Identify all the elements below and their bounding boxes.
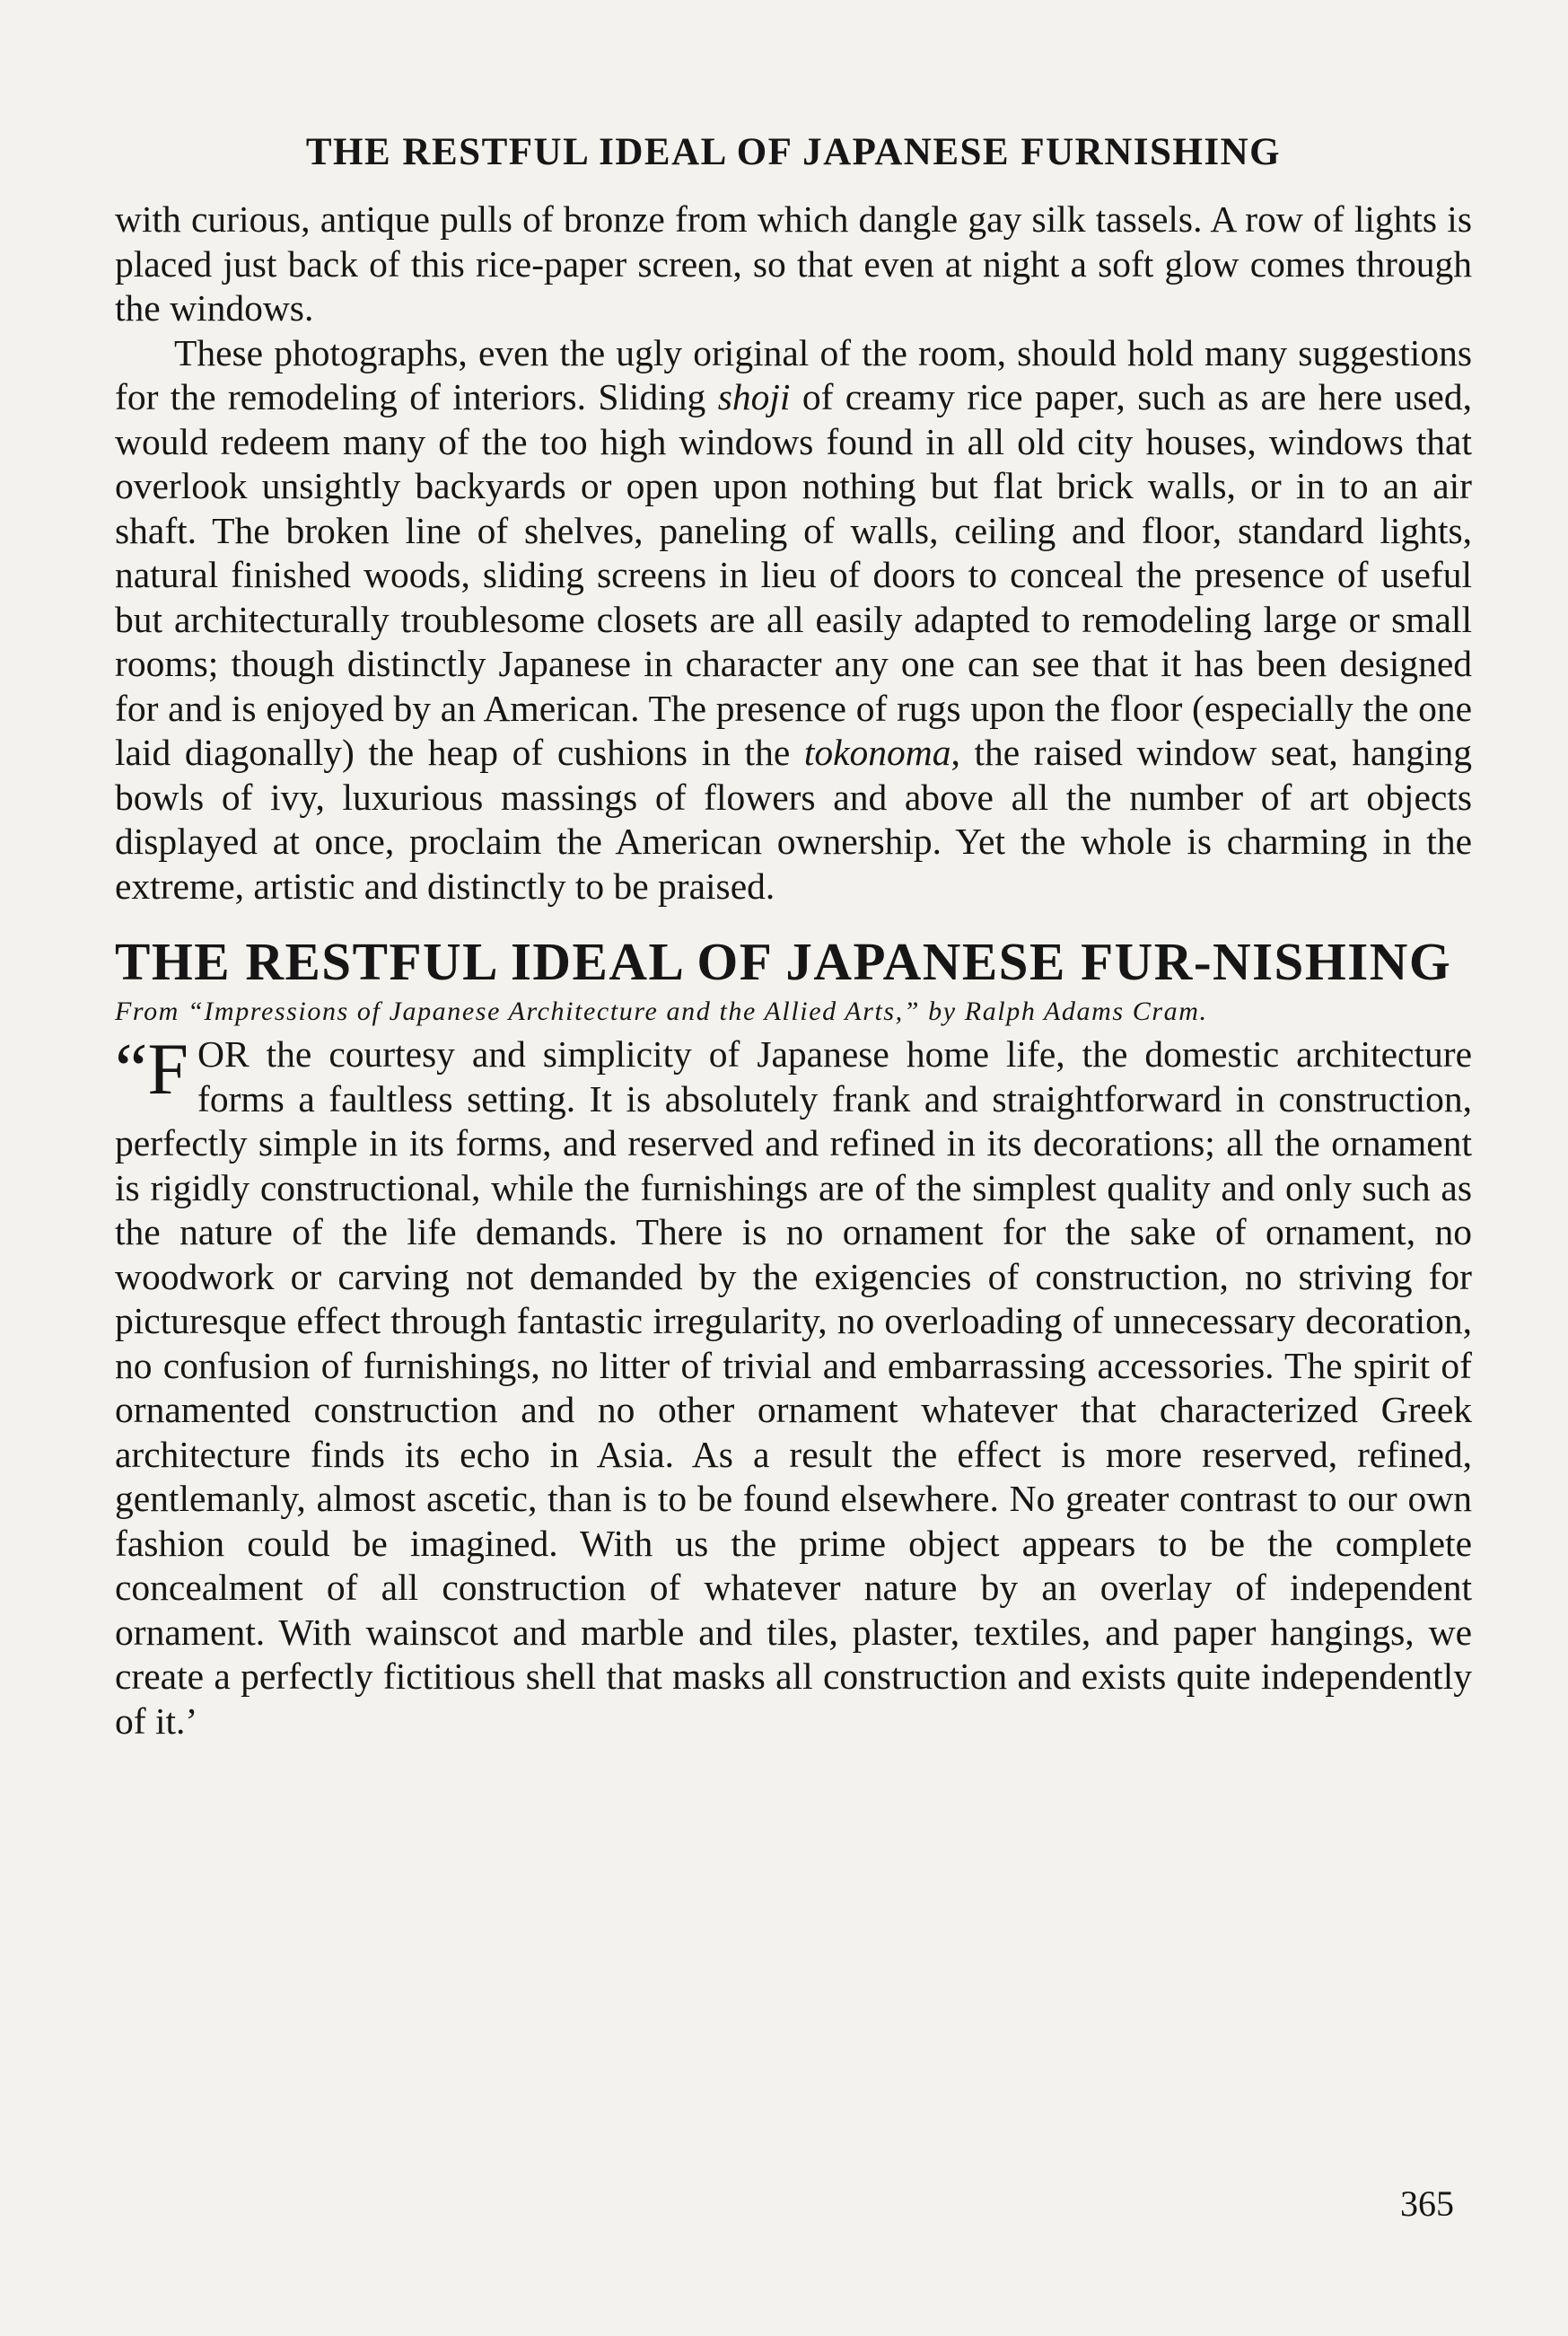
paragraph-photographs [115,331,1472,909]
italic-term-tokonoma: tokonoma [803,732,951,773]
paragraph-text: These photographs, even the ugly original of the room, should hold many suggestions for the remodeling of interiors. Sliding [115,331,1472,417]
quoted-passage [115,1028,1472,1743]
paragraph-text: , the raised window seat, hanging bowls of ivy, luxurious massings of flowers and above all the number of art objects displayed at once, proclaim the American ownership. Yet the whole is charming in the extreme, artistic and distinctly to be praised. [115,732,1472,907]
running-head: THE RESTFUL IDEAL OF JAPANESE FURNISHING [305,131,1282,173]
page-number: 365 [1400,2183,1454,2224]
section-title: THE RESTFUL IDEAL OF JAPANESE FUR-NISHING [115,932,1452,991]
paragraph-continued: with curious, antique pulls of bronze from which dangle gay silk tassels. A row of lights is placed just back of this rice-paper screen, so that even at night a soft glow comes through the windows. [115,198,1472,329]
source-attribution: From “Impressions of Japanese Architecture and the Allied Arts,” by Ralph Adams Cram. [115,997,1208,1026]
page-content [115,126,1472,1743]
quote-text: OR the courtesy and simplicity of Japanese home life, the domestic architecture forms a faultless setting. It is absolutely frank and straightforward in construction, perfectly simple in its forms, and reserved and refined in its decorations; all the ornament is rigidly constructional, while the furnishings are of the simplest quality and only such as the nature of the life demands. There is no ornament for the sake of ornament, no woodwork or carving not demanded by the exigencies of construction, no striving for picturesque effect through fantastic irregularity, no overloading of unnecessary decoration, no confusion of furnishings, no litter of trivial and embarrassing accessories. The spirit of ornamented construction and no other ornament whatever that characterized Greek architecture finds its echo in Asia. As a result the effect is more reserved, refined, gentlemanly, almost ascetic, than is to be found elsewhere. No greater contrast to our own fashion could be imagined. With us the prime object appears to be the complete concealment of all construction of whatever nature by an overlay of independent ornament. With wainscot and marble and tiles, plaster, textiles, and paper hangings, we create a perfectly fictitious shell that masks all construction and exists quite independently of it.’ [115,1033,1472,1742]
drop-cap: “F [115,1028,188,1110]
body-text [115,198,1472,909]
paragraph-text: of creamy rice paper, such as are here used, would redeem many of the too high windows found in all old city houses, windows that overlook unsightly backyards or open upon nothing but flat brick walls, or in to an air shaft. The broken line of shelves, paneling of walls, ceiling and floor, standard lights, natural finished woods, sliding screens in lieu of doors to conceal the presence of useful but architecturally troublesome closets are all easily adapted to remodeling large or small rooms; though distinctly Japanese in character any one can see that it has been designed for and is enjoyed by an American. The presence of rugs upon the floor (especially the one laid diagonally) the heap of cushions in the [115,376,1472,773]
italic-term-shoji: shoji [717,376,791,417]
